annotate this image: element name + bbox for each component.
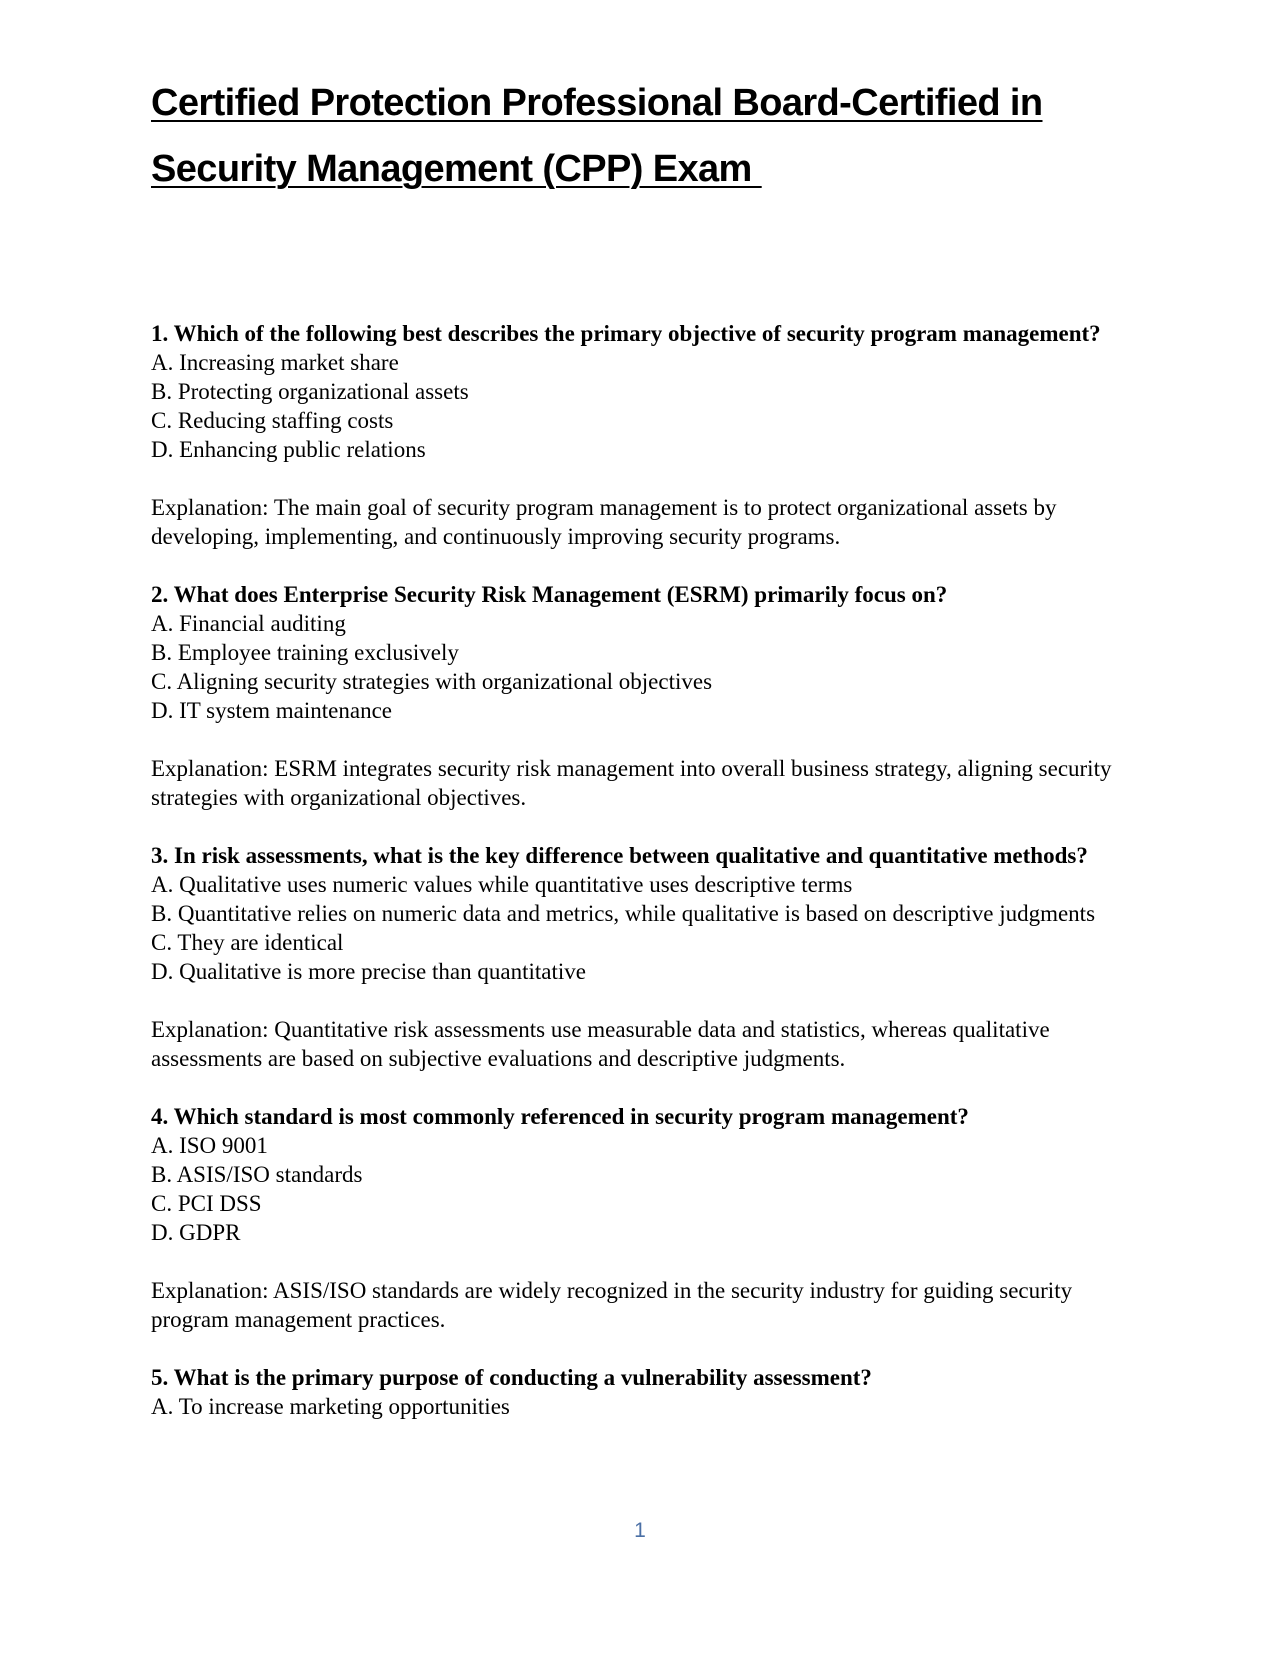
explanation-text: Explanation: ASIS/ISO standards are widely recognized in the security industry for guiding security program management practices. [151,1278,1073,1332]
question-text: 5. What is the primary purpose of conducting a vulnerability assessment? [151,1365,872,1390]
answer-option-a: A. To increase marketing opportunities [151,1394,510,1419]
answer-option-d: D. Enhancing public relations [151,437,426,462]
answer-option-d: D. GDPR [151,1220,241,1245]
answer-option-a: A. ISO 9001 [151,1133,268,1158]
question-text: 2. What does Enterprise Security Risk Management (ESRM) primarily focus on? [151,582,948,607]
questions-list [151,319,1131,1450]
explanation-text: Explanation: ESRM integrates security risk management into overall business strategy, aligning security strategies with organizational objectives. [151,756,1112,810]
question-block-3 [151,841,1131,1073]
answer-option-d: D. Qualitative is more precise than quantitative [151,959,586,984]
page-title [151,70,1161,202]
answer-option-c: C. They are identical [151,930,344,955]
question-block-5 [151,1363,1131,1421]
answer-option-a: A. Qualitative uses numeric values while quantitative uses descriptive terms [151,872,853,897]
answer-option-b: B. ASIS/ISO standards [151,1162,363,1187]
answer-option-b: B. Employee training exclusively [151,640,459,665]
question-text: 3. In risk assessments, what is the key difference between qualitative and quantitative methods? [151,843,1088,868]
answer-option-c: C. Aligning security strategies with organizational objectives [151,669,713,694]
title-line-1 [151,70,1161,136]
question-text: 1. Which of the following best describes the primary objective of security program management? [151,321,1101,346]
answer-option-c: C. PCI DSS [151,1191,262,1216]
explanation-text: Explanation: The main goal of security program management is to protect organizational assets by developing, implementing, and continuously improving security programs. [151,495,1057,549]
question-block-1 [151,319,1131,551]
answer-option-c: C. Reducing staffing costs [151,408,394,433]
title-line-1-text: Certified Protection Professional Board-Certified in [151,82,1043,124]
title-line-2 [151,136,1161,202]
answer-option-b: B. Quantitative relies on numeric data and metrics, while qualitative is based on descriptive judgments [151,901,1096,926]
explanation-text: Explanation: Quantitative risk assessments use measurable data and statistics, whereas qualitative assessments are based on subjective evaluations and descriptive judgments. [151,1017,1050,1071]
question-block-4 [151,1102,1131,1334]
answer-option-d: D. IT system maintenance [151,698,393,723]
answer-option-a: A. Financial auditing [151,611,346,636]
title-line-2-text: Security Management (CPP) Exam [151,148,762,190]
question-text: 4. Which standard is most commonly referenced in security program management? [151,1104,969,1129]
answer-option-a: A. Increasing market share [151,350,399,375]
page-number: 1 [634,1519,646,1542]
question-block-2 [151,580,1131,812]
answer-option-b: B. Protecting organizational assets [151,379,469,404]
